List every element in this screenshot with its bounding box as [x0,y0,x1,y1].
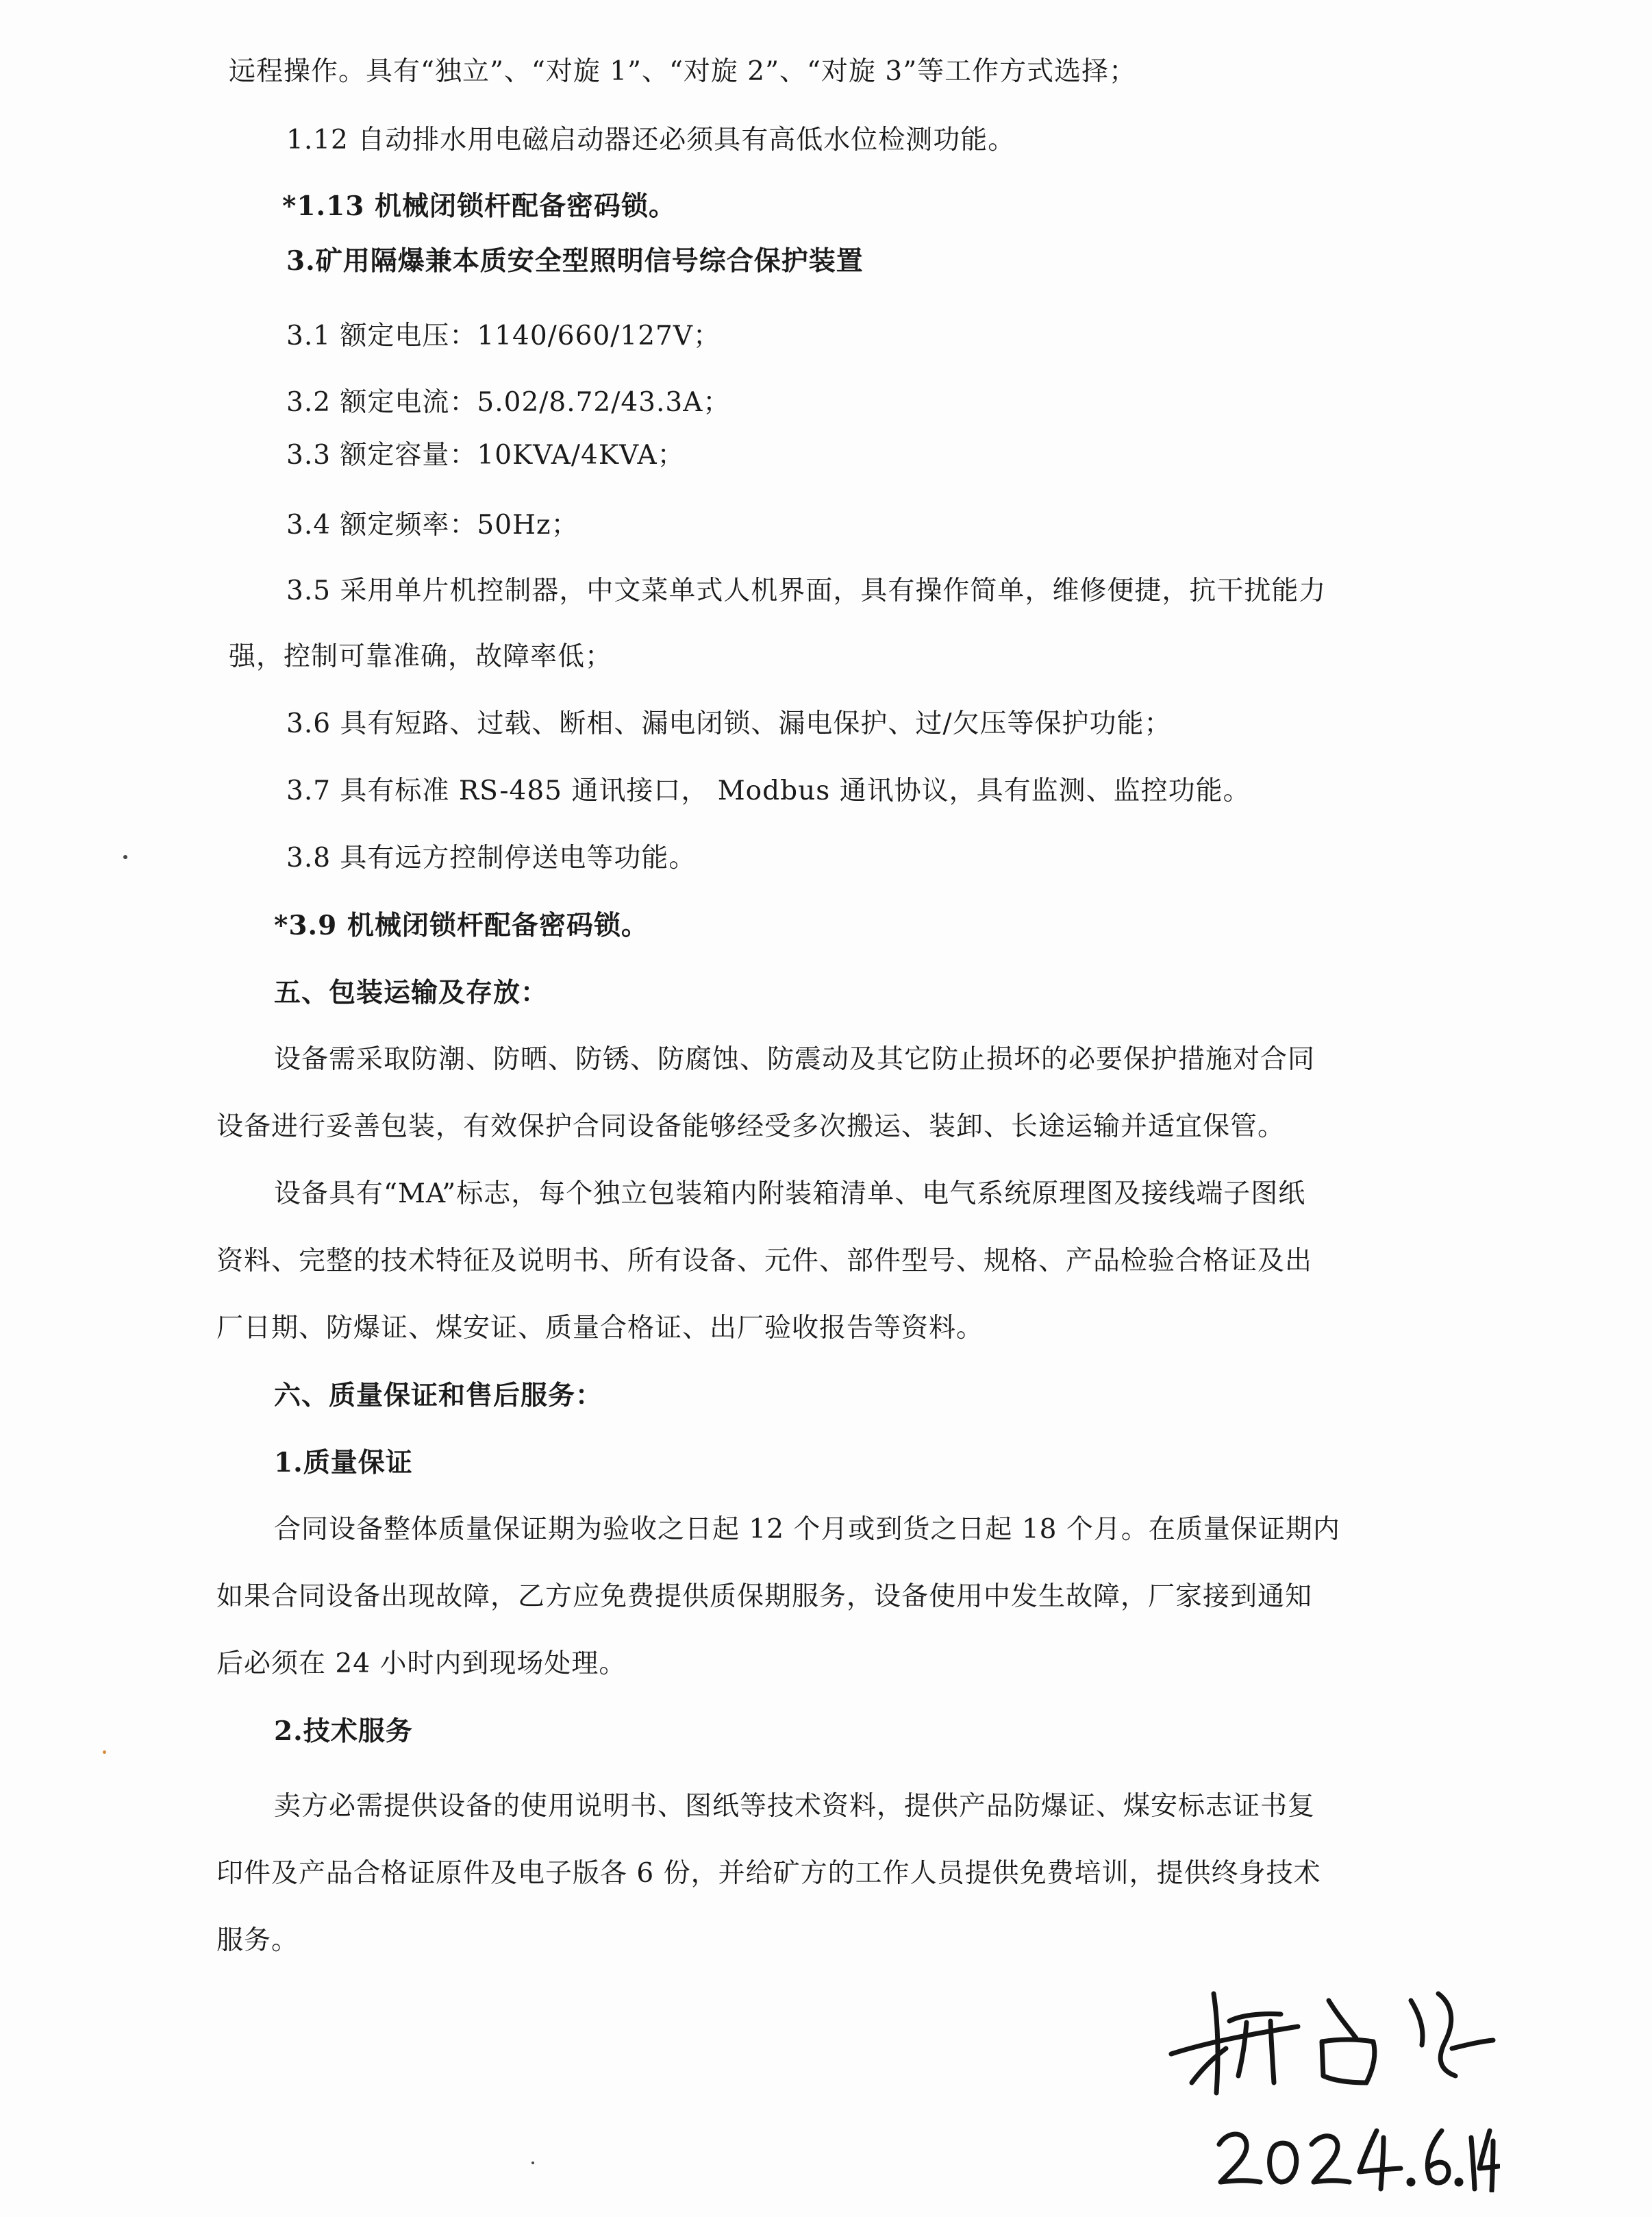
text-line: 印件及产品合格证原件及电子版各 6 份，并给矿方的工作人员提供免费培训，提供终身技术 [216,1858,1321,1889]
text-line: 3.1 额定电压：1140/660/127V； [286,321,721,351]
subsection-heading: 1.质量保证 [274,1447,413,1478]
handwritten-date [1212,2117,1500,2192]
text-line: 合同设备整体质量保证期为验收之日起 12 个月或到货之日起 18 个月。在质量保证期内 [274,1514,1340,1545]
text-line: 厂日期、防爆证、煤安证、质量合格证、出厂验收报告等资料。 [216,1313,984,1343]
text-line: 远程操作。具有“独立”、“对旋 1”、“对旋 2”、“对旋 3”等工作方式选择； [229,56,1137,87]
text-line: 1.12 自动排水用电磁启动器还必须具有高低水位检测功能。 [286,125,1016,156]
text-line: 3.6 具有短路、过载、断相、漏电闭锁、漏电保护、过/欠压等保护功能； [286,708,1172,739]
scan-speck [123,855,127,859]
text-line: 后必须在 24 小时内到现场处理。 [216,1648,627,1679]
text-line: 卖方必需提供设备的使用说明书、图纸等技术资料，提供产品防爆证、煤安标志证书复 [274,1791,1316,1822]
text-line: 3.2 额定电流：5.02/8.72/43.3A； [286,387,731,418]
handwritten-signature [1151,1973,1507,2110]
text-line: 3.8 具有远方控制停送电等功能。 [286,843,697,874]
text-line: 设备需采取防潮、防晒、防锈、防腐蚀、防震动及其它防止损坏的必要保护措施对合同 [274,1044,1316,1075]
text-line: *3.9 机械闭锁杆配备密码锁。 [274,910,649,941]
signature-date [1212,2117,1500,2192]
text-line: 3.5 采用单片机控制器，中文菜单式人机界面，具有操作简单，维修便捷，抗干扰能力 [286,575,1327,606]
text-line: 资料、完整的技术特征及说明书、所有设备、元件、部件型号、规格、产品检验合格证及出 [216,1246,1313,1276]
section-heading: 六、质量保证和售后服务： [274,1380,603,1411]
text-line: 服务。 [216,1925,299,1956]
text-line: 3.7 具有标准 RS-485 通讯接口， Modbus 通讯协议，具有监测、监控功能。 [286,776,1251,806]
scan-speck [103,1750,106,1754]
text-line: 3.4 额定频率：50Hz； [286,510,579,541]
subsection-heading: 2.技术服务 [274,1716,413,1747]
text-line: *1.13 机械闭锁杆配备密码锁。 [282,190,676,222]
text-line: 设备进行妥善包装，有效保护合同设备能够经受多次搬运、装卸、长途运输并适宜保管。 [216,1111,1286,1142]
scan-speck [531,2162,534,2164]
text-line: 3.3 额定容量：10KVA/4KVA； [286,440,685,471]
section-heading: 五、包装运输及存放： [274,977,549,1008]
section-heading: 3.矿用隔爆兼本质安全型照明信号综合保护装置 [286,245,864,277]
text-line: 设备具有“MA”标志，每个独立包装箱内附装箱清单、电气系统原理图及接线端子图纸 [274,1178,1306,1209]
text-line: 强，控制可靠准确，故障率低； [229,641,613,672]
text-line: 如果合同设备出现故障，乙方应免费提供质保期服务，设备使用中发生故障，厂家接到通知 [216,1581,1313,1612]
